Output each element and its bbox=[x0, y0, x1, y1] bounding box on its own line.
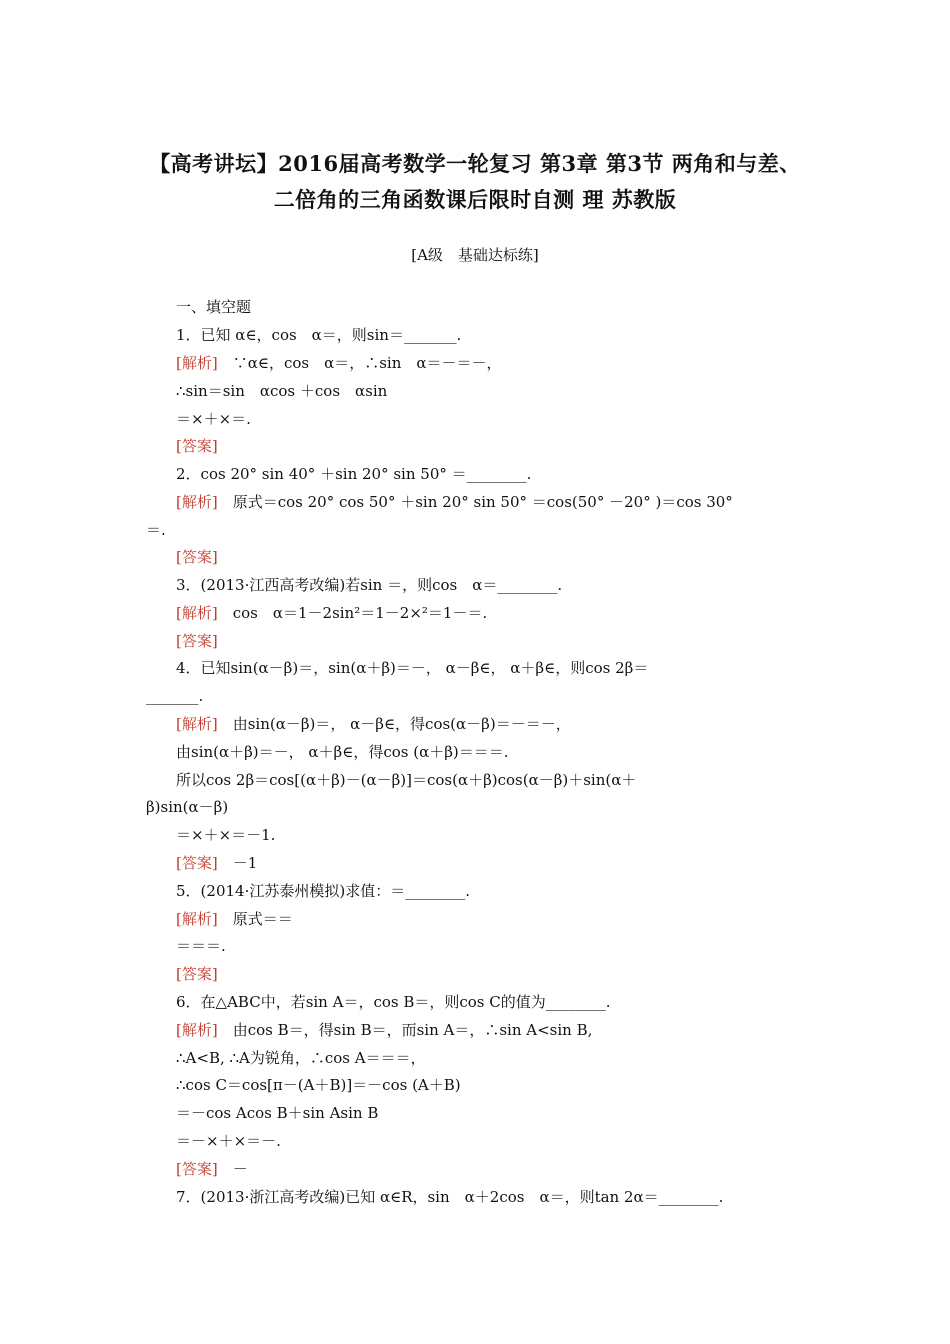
text-line bbox=[176, 325, 461, 345]
line-text: 由sin(α＋β)＝－， α＋β∈，得cos (α＋β)＝＝＝. bbox=[176, 743, 509, 761]
line-text: ＝. bbox=[146, 521, 166, 539]
text-line bbox=[176, 1020, 592, 1040]
line-text: ∴cos C＝cos[π－(A＋B)]＝－cos (A＋B) bbox=[176, 1076, 461, 1094]
line-text: －1 bbox=[217, 854, 258, 872]
line-text: 由sin(α－β)＝， α－β∈，得cos(α－β)＝－＝－， bbox=[217, 715, 571, 733]
text-line bbox=[176, 992, 611, 1012]
line-text: 原式＝cos 20° cos 50° ＋sin 20° sin 50° ＝cos(50° －20° )＝cos 30° bbox=[217, 493, 733, 511]
line-text: 4．已知sin(α－β)＝，sin(α＋β)＝－， α－β∈， α＋β∈，则cos 2β＝ bbox=[176, 659, 649, 677]
line-text: ∴sin＝sin αcos ＋cos αsin bbox=[176, 382, 388, 400]
line-text: － bbox=[217, 1160, 248, 1178]
text-line bbox=[176, 936, 226, 956]
answer-tag: [答案] bbox=[176, 965, 218, 983]
text-line bbox=[176, 353, 502, 373]
line-text: ＝×＋×＝. bbox=[176, 410, 251, 428]
line-text: 7．(2013·浙江高考改编)已知 α∈R，sin α＋2cos α＝，则tan 2α＝________. bbox=[176, 1188, 724, 1206]
text-line bbox=[176, 575, 562, 595]
text-line bbox=[176, 1048, 426, 1068]
page-title-line-1: 【高考讲坛】2016届高考数学一轮复习 第3章 第3节 两角和与差、 bbox=[149, 151, 801, 176]
text-line bbox=[146, 797, 228, 817]
line-text: ＝＝＝. bbox=[176, 937, 226, 955]
text-line bbox=[176, 964, 218, 984]
text-line bbox=[176, 1103, 378, 1123]
line-text: ∴A<B, ∴A为锐角，∴cos A＝＝＝， bbox=[176, 1049, 426, 1067]
line-text: 原式＝＝ bbox=[217, 910, 293, 928]
line-text: ＝－cos Acos B＋sin Asin B bbox=[176, 1104, 379, 1122]
line-text: 1．已知 α∈，cos α＝，则sin＝_______. bbox=[176, 326, 462, 344]
text-line bbox=[176, 1159, 248, 1179]
text-line bbox=[176, 381, 387, 401]
text-line bbox=[176, 881, 470, 901]
text-line bbox=[176, 436, 218, 456]
text-line bbox=[146, 520, 166, 540]
text-line bbox=[176, 464, 531, 484]
text-line bbox=[176, 853, 257, 873]
text-line bbox=[176, 1075, 461, 1095]
answer-tag: [解析] bbox=[176, 1021, 218, 1039]
text-line bbox=[176, 770, 636, 790]
answer-tag: [解析] bbox=[176, 493, 218, 511]
answer-tag: [答案] bbox=[176, 1160, 218, 1178]
text-line bbox=[176, 658, 648, 678]
line-text: 6．在△ABC中，若sin A＝，cos B＝，则cos C的值为________. bbox=[176, 993, 611, 1011]
line-text: 3．(2013·江西高考改编)若sin ＝，则cos α＝________. bbox=[176, 576, 563, 594]
text-line bbox=[176, 492, 733, 512]
page-title-line-2: 二倍角的三角函数课后限时自测 理 苏教版 bbox=[273, 187, 677, 212]
text-line bbox=[176, 297, 251, 317]
line-text: ∵α∈，cos α＝，∴sin α＝－＝－， bbox=[217, 354, 502, 372]
line-text: 由cos B＝，得sin B＝，而sin A＝，∴sin A<sin B, bbox=[217, 1021, 593, 1039]
text-line bbox=[176, 409, 251, 429]
text-line bbox=[176, 1131, 281, 1151]
answer-tag: [答案] bbox=[176, 632, 218, 650]
line-text: 5．(2014·江苏泰州模拟)求值：＝________. bbox=[176, 882, 470, 900]
line-text: 一、填空题 bbox=[176, 298, 252, 316]
answer-tag: [解析] bbox=[176, 354, 218, 372]
answer-tag: [解析] bbox=[176, 604, 218, 622]
answer-tag: [解析] bbox=[176, 910, 218, 928]
line-text: cos α＝1－2sin²＝1－2×²＝1－＝. bbox=[217, 604, 488, 622]
text-line bbox=[176, 547, 218, 567]
text-line bbox=[176, 909, 293, 929]
line-text: ＝×＋×＝－1. bbox=[176, 826, 276, 844]
line-text: _______. bbox=[146, 687, 204, 705]
line-text: 2．cos 20° sin 40° ＋sin 20° sin 50° ＝________. bbox=[176, 465, 532, 483]
section-level-label: [A级 基础达标练] bbox=[411, 246, 539, 264]
text-line bbox=[176, 1187, 723, 1207]
answer-tag: [答案] bbox=[176, 437, 218, 455]
text-line bbox=[176, 603, 487, 623]
line-text: ＝－×＋×＝－. bbox=[176, 1132, 281, 1150]
answer-tag: [答案] bbox=[176, 854, 218, 872]
line-text: 所以cos 2β＝cos[(α＋β)－(α－β)]＝cos(α＋β)cos(α－β)＋sin(α＋ bbox=[176, 771, 637, 789]
text-line bbox=[176, 714, 571, 734]
text-line bbox=[176, 742, 509, 762]
text-line bbox=[146, 686, 203, 706]
text-line bbox=[176, 825, 275, 845]
line-text: β)sin(α－β) bbox=[146, 798, 229, 816]
answer-tag: [答案] bbox=[176, 548, 218, 566]
answer-tag: [解析] bbox=[176, 715, 218, 733]
text-line bbox=[176, 631, 218, 651]
